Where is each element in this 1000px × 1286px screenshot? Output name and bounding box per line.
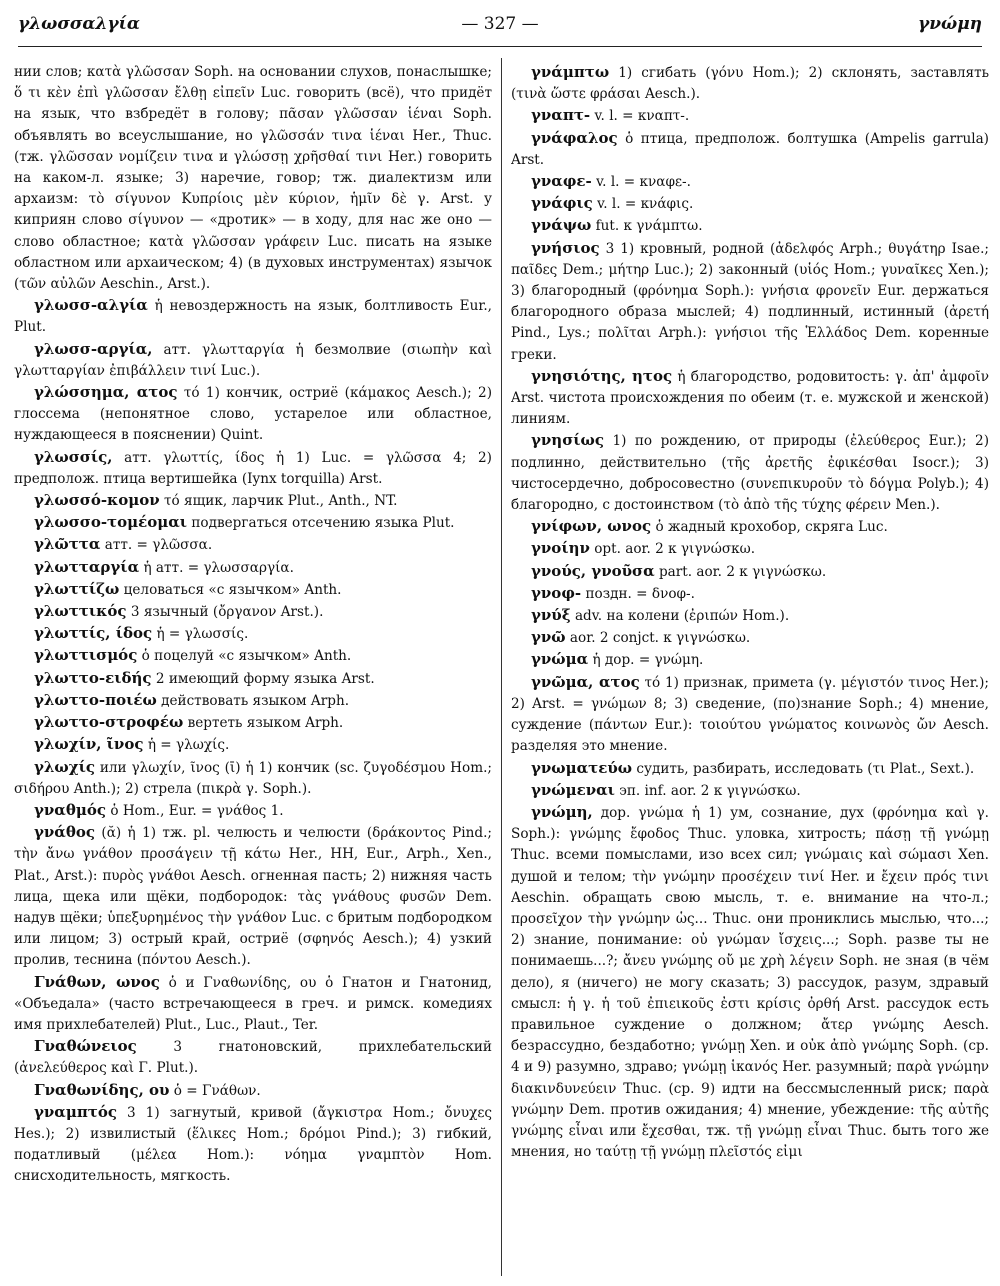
dictionary-entry <box>511 193 989 215</box>
entry-definition: fut. к γνάμπτω. <box>595 218 703 235</box>
entry-headword: γναμπτός <box>34 1102 118 1121</box>
dictionary-entry <box>14 645 492 667</box>
entry-definition: 3 1) загнутый, кривой (ἄγκιστρα Hom.; ὄνυχες Hes.); 2) извилистый (ἕλικες Hom.; δρόμοι Pind.); 3) гибкий, податливый (μέλεα Hom.): νόημα γναμπτὸν Hom. снисходительность, мягкость. <box>14 1104 492 1185</box>
entry-headword: γνάμπτω <box>531 63 610 81</box>
entry-definition: поздн. = δνοφ-. <box>585 585 695 602</box>
dictionary-entry <box>511 62 989 105</box>
entry-headword: γλωσσό-κομον <box>34 491 160 510</box>
dictionary-entry <box>511 627 989 649</box>
entry-headword: Γναθώνειος <box>34 1037 137 1056</box>
header-rule <box>18 46 982 47</box>
entry-definition: aor. 2 conjct. к γιγνώσκω. <box>569 630 751 647</box>
entry-headword: γνῶ <box>531 628 566 647</box>
entry-definition: ἡ атт. = γλωσσαργία. <box>143 559 294 576</box>
entry-headword: γνώμεναι <box>531 780 615 799</box>
dictionary-entry <box>511 238 989 366</box>
dictionary-entry <box>14 623 492 645</box>
dictionary-entry <box>14 490 492 512</box>
dictionary-entry <box>511 215 989 237</box>
dictionary-entry <box>14 668 492 690</box>
entry-definition: вертеть языком Arph. <box>187 715 344 732</box>
right-column <box>511 62 989 1278</box>
entry-headword: γλωτταργία <box>34 557 140 576</box>
dictionary-entry <box>14 534 492 556</box>
dictionary-entry <box>14 972 492 1037</box>
dictionary-entry <box>14 579 492 601</box>
dictionary-entry <box>511 366 989 431</box>
dictionary-entry <box>14 712 492 734</box>
entry-headword: γλωττίς, ίδος <box>34 624 153 643</box>
entry-headword: γνάφαλος <box>531 128 618 147</box>
entry-headword: γλωχίς <box>34 757 95 776</box>
entry-definition: 3 язычный (ὄργανον Arst.). <box>130 604 324 621</box>
entry-definition: дор. γνώμα ἡ 1) ум, сознание, дух (φρόνημα καὶ γ. Soph.): γνώμης ἔφοδος Thuc. уловка, хитрость; πάσῃ τῇ γνώμῃ Thuc. всеми помыслами, изо всех сил; γνώμαις καὶ σώμασι Xen. душой и телом; τὴν γνώμην προσέχειν τινί Her. и ἔχειν πρός τινι Aeschin. обращать свою мысль, т. е. внимание на что-л.; προσεῖχον τὴν γνώμην ὡς... Thuc. они прониклись мыслью, что...; 2) знание, понимание: οὐ γνώμαν ἴσχεις...; Soph. разве ты не понимаешь...?; ἄνευ γνώμης οὔ με χρὴ λέγειν Soph. не зная (в чём дело), я (ничего) не могу сказать; 3) рассудок, разум, здравый смысл: ἡ γ. ἡ τοῦ ἐπιεικοῦς ἐστι κρίσις ὀρθή Arst. рассудок есть правильное суждение о должном; ἄτερ γνώμης Aesch. безрассудно, бездаботно; γνώμῃ Xen. и οὐκ ἀπὸ γνώμης Soph. (ср. 4 и 9) разумно, здраво; γνώμῃ ἱκανός Her. разумный; παρὰ γνώμην διακινδυνεύειν Thuc. (ср. 9) идти на бессмысленный риск; παρὰ γνώμην Dem. против ожидания; 4) мнение, убеждение: τῆς αὐτῆς γνώμης εἶναι или ἔχεσθαι, тж. τῇ γνώμῃ εἶναι Thuc. быть того же мнения, но ταύτῃ τῇ γνώμῃ πλεῖστός εἰμι <box>511 804 989 1161</box>
entry-definition: атт. γλωτταργία ἡ безмолвие (σιωπὴν καὶ γλωτταργίαν ἐπιβάλλειν τινί Luc.). <box>14 341 492 379</box>
entry-headword: γναθμός <box>34 800 106 819</box>
entry-headword: γλῶττα <box>34 535 101 554</box>
entry-definition: действовать языком Arph. <box>161 692 350 709</box>
dictionary-entry <box>511 538 989 560</box>
dictionary-entry <box>14 1036 492 1079</box>
entry-headword: γλωχίν, ῖνος <box>34 735 144 754</box>
entry-headword: γλωττο-ειδής <box>34 668 152 687</box>
entry-headword: γνησιότης, ητος <box>531 366 673 385</box>
dictionary-entry <box>511 802 989 1163</box>
page-number: — 327 — <box>461 14 539 34</box>
entry-headword: γλωττίζω <box>34 579 120 598</box>
entry-headword: γνάψω <box>531 216 592 235</box>
dictionary-entry <box>14 757 492 800</box>
entry-definition: (ᾰ) ἡ 1) тж. pl. челюсть и челюсти (δράκοντος Pind.; τὴν ἄνω γνάθον προσάγειν τῇ κάτω Her., HH, Eur., Arph., Xen., Plat., Arst.): πυρὸς γνάθοι Aesch. огненная пасть; 2) нижняя часть лица, щека или щёки, подбородок: τὰς γνάθους φυσῶν Dem. надув щёки; ὑπεξυρημένος τὴν γνάθον Luc. с бритым подбородком или лицом; 3) острый край, остриё (σφηνός Aesch.); 4) узкий пролив, теснина (πόντου Aesch.). <box>14 825 492 969</box>
entry-definition: ἡ = γλωσσίς. <box>156 626 249 643</box>
dictionary-entry <box>14 557 492 579</box>
dictionary-entry <box>14 339 492 382</box>
entry-headword: γλωττισμός <box>34 646 138 665</box>
entry-definition: ὁ жадный крохобор, скряга Luc. <box>655 519 888 536</box>
entry-headword: γνοίην <box>531 539 590 558</box>
entry-definition: подвергаться отсечению языка Plut. <box>191 515 455 532</box>
entry-definition: opt. aor. 2 к γιγνώσκω. <box>594 541 756 558</box>
dictionary-entry <box>14 1102 492 1188</box>
entry-headword: Γναθωνίδης, ου <box>34 1080 170 1099</box>
entry-headword: γλωσσο-τομέομαι <box>34 513 188 532</box>
entry-definition: ὁ и Γναθωνίδης, ου ὁ Гнатон и Гнатонид, «Объедала» (часто встречающееся в греч. и римск. комедиях имя прихлебателей) Plut., Luc., Plaut., Ter. <box>14 974 492 1033</box>
entry-definition: τό 1) признак, примета (γ. μέγιστόν τινος Her.); 2) Arst. = γνώμων 8; 3) сведение, (по)знание Soph.; 4) мнение, суждение (πάντων Eur.): τοιούτου γνώματος κοινωνὸς ὤν Aesch. разделяя это мнение. <box>511 674 989 755</box>
entry-headword: γναπτ- <box>531 106 591 125</box>
running-head-left: γλωσσαλγία <box>18 14 140 34</box>
dictionary-entry <box>511 105 989 127</box>
entry-headword: γλωττο-στροφέω <box>34 713 184 732</box>
entry-headword: γνοφ- <box>531 583 582 602</box>
dictionary-entry <box>14 295 492 338</box>
entry-definition: ἡ благородство, родовитость: γ. ἀπ' ἀμφοῖν Arst. чистота происхождения по обеим (т. е. мужской и женской) линиям. <box>511 368 989 428</box>
entry-definition: 3 гнатоновский, прихлебательский (ἀνελεύθερος καὶ Γ. Plut.). <box>14 1039 492 1077</box>
entry-headword: γνήσιος <box>531 238 600 257</box>
entry-headword: γλωσσ-αργία, <box>34 339 153 358</box>
dictionary-entry <box>14 382 492 447</box>
column-divider <box>501 58 502 1276</box>
dictionary-entry <box>14 734 492 756</box>
entry-definition: ὁ птица, предполож. болтушка (Ampelis garrula) Arst. <box>511 130 989 168</box>
entry-definition: ὁ поцелуй «с язычком» Anth. <box>141 648 352 665</box>
entry-definition: v. l. = κνάφις. <box>597 196 694 213</box>
entry-definition: part. aor. 2 к γιγνώσκω. <box>658 563 827 580</box>
dictionary-entry <box>14 62 492 295</box>
entry-headword: γλωσσίς, <box>34 447 113 466</box>
dictionary-entry <box>14 800 492 822</box>
entry-headword: γνῶμα, ατος <box>531 672 640 691</box>
entry-headword: Γνάθων, ωνος <box>34 972 160 991</box>
entry-definition: τό 1) кончик, остриё (κάμακος Aesch.); 2) глоссема (непонятное слово, устарелое или областное, нуждающееся в пояснении) Quint. <box>14 385 492 444</box>
running-head-right: γνώμη <box>917 14 982 34</box>
entry-definition: ἡ = γλωχίς. <box>147 737 230 754</box>
entry-headword: γλωσσ-αλγία <box>34 296 148 315</box>
dictionary-entry <box>511 583 989 605</box>
entry-definition: v. l. = κναπτ-. <box>594 108 690 125</box>
dictionary-entry <box>511 516 989 538</box>
entry-headword: γνύξ <box>531 606 571 625</box>
dictionary-entry <box>14 822 492 971</box>
dictionary-entry <box>511 672 989 758</box>
entry-headword: γνάθος <box>34 823 95 842</box>
entry-headword: γνησίως <box>531 431 604 450</box>
dictionary-entry <box>14 447 492 490</box>
dictionary-entry <box>511 605 989 627</box>
entry-definition: атт. = γλῶσσα. <box>104 537 213 554</box>
left-column <box>14 62 492 1278</box>
entry-definition: целоваться «с язычком» Anth. <box>123 581 342 598</box>
dictionary-entry <box>511 649 989 671</box>
entry-headword: γνάφις <box>531 194 593 213</box>
entry-definition: эп. inf. aor. 2 к γιγνώσκω. <box>619 782 801 799</box>
entry-definition: 1) сгибать (γόνυ Hom.); 2) склонять, заставлять (τινὰ ὥστε φράσαι Aesch.). <box>511 65 989 103</box>
page-header <box>18 14 982 40</box>
entry-definition: ἡ дор. = γνώμη. <box>592 652 704 669</box>
dictionary-entry <box>511 128 989 171</box>
entry-headword: γνίφων, ωνος <box>531 517 652 536</box>
dictionary-entry <box>511 561 989 583</box>
entry-definition: 1) по рождению, от природы (ἐλεύθερος Eur.); 2) подлинно, действительно (τῆς ἀρετῆς ἐφικέσθαι Isocr.); 3) чистосердечно, добросовестно (συνεπικυροῦν τὸ δόγμα Polyb.); 4) благородно, с достоинством (τὸ ἀπὸ τῆς τύχης φέρειν Men.). <box>511 433 989 514</box>
entry-definition: τό ящик, ларчик Plut., Anth., NT. <box>164 493 398 510</box>
entry-headword: γνωματεύω <box>531 758 633 777</box>
entry-definition: 2 имеющий форму языка Arst. <box>155 670 375 687</box>
entry-definition: adv. на колени (ἐριπών Hom.). <box>574 608 790 625</box>
entry-headword: γλώσσημα, ατος <box>34 383 178 402</box>
entry-definition: нии слов; κατὰ γλῶσσαν Soph. на основании слухов, понаслышке; ὅ τι κὲν ἐπὶ γλῶσσαν ἔλθῃ εἰπεῖν Luc. говорить (всё), что придёт на язык, что взбредёт в голову; πᾶσαν γλῶσσαν ἱέναι Soph. объявлять во всеуслышание, но γλῶσσάν τινα ἱέναι Her., Thuc. (тж. γλῶσσαν νομίζειν τινα и γλώσσῃ χρῆσθαί τινι Her.) говорить на каком-л. языке; 3) наречие, говор; тж. диалектизм или архаизм: τὸ σίγυνον Κυπρίοις μὲν κύριον, ἡμῖν δὲ γ. Arst. у киприян слово σίγυνον — «дротик» — в ходу, для нас же оно — слово областное; κατὰ γλῶσσαν γράφειν Luc. писать на языке областном или архаическом; 4) (в духовых инструментах) язычок (τῶν αὐλῶν Aeschin., Arst.). <box>14 64 492 293</box>
entry-definition: или γλωχίν, ῖνος (ῑ) ἡ 1) кончик (sc. ζυγοδέσμου Hom.; σιδήρου Anth.); 2) стрела (πικρὰ γ. Soph.). <box>14 759 492 797</box>
dictionary-entry <box>14 601 492 623</box>
entry-headword: γνώμη, <box>531 802 593 821</box>
entry-headword: γναφε- <box>531 172 592 191</box>
dictionary-entry <box>511 780 989 802</box>
entry-definition: судить, разбирать, исследовать (τι Plat., Sext.). <box>636 760 975 777</box>
entry-headword: γλωττικός <box>34 602 127 621</box>
dictionary-entry <box>14 1080 492 1102</box>
entry-definition: атт. γλωττίς, ίδος ἡ 1) Luc. = γλῶσσα 4; 2) предполож. птица вертишейка (Iynx torquilla) Arst. <box>14 449 492 487</box>
entry-headword: γνώμα <box>531 650 589 669</box>
dictionary-entry <box>511 171 989 193</box>
entry-definition: ἡ невоздержность на язык, болтливость Eur., Plut. <box>14 298 492 336</box>
entry-definition: v. l. = κναφε-. <box>596 174 691 191</box>
entry-definition: ὁ = Γνάθων. <box>173 1082 261 1099</box>
entry-headword: γλωττο-ποιέω <box>34 690 157 709</box>
dictionary-entry <box>511 430 989 516</box>
entry-definition: ὁ Hom., Eur. = γνάθος 1. <box>110 802 284 819</box>
dictionary-entry <box>14 512 492 534</box>
entry-headword: γνούς, γνοῦσα <box>531 561 655 580</box>
dictionary-entry <box>14 690 492 712</box>
entry-definition: 3 1) кровный, родной (ἀδελφός Arph.; θυγάτηρ Isae.; παῖδες Dem.; μήτηρ Luc.); 2) законный (υἱός Hom.; γυναῖκες Xen.); 3) благородный (φρόνημα Soph.): γνήσια φρονεῖν Eur. держаться благородного образа мыслей; 4) подлинный, истинный (ἀρετή Pind., Lys.; πολῖται Arph.): γνήσιοι τῆς Ἑλλάδος Dem. коренные греки. <box>511 240 989 363</box>
dictionary-entry <box>511 758 989 780</box>
